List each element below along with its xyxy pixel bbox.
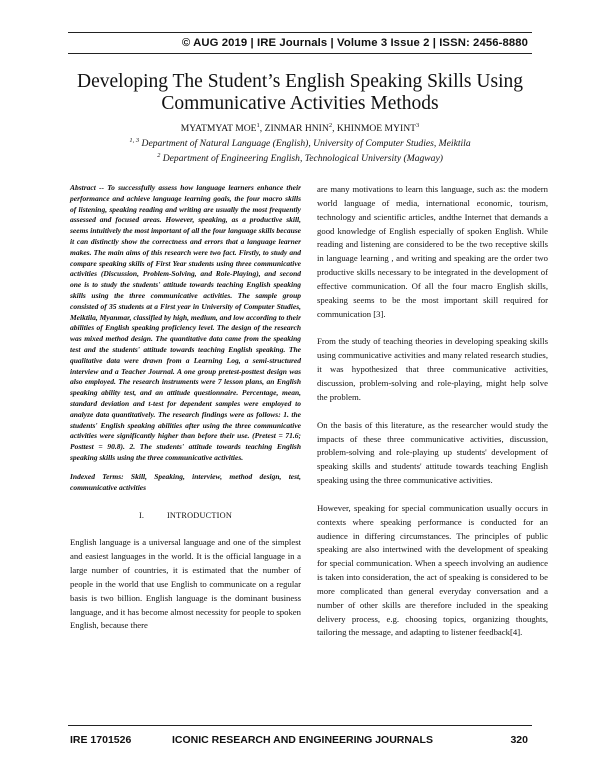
footer-rule <box>68 725 532 726</box>
right-column <box>317 183 548 654</box>
title-line-1: Developing The Student’s English Speaking Skills Using <box>77 71 523 92</box>
footer-journal-name: ICONIC RESEARCH AND ENGINEERING JOURNALS <box>172 734 433 746</box>
abstract-label: Abstract -- <box>70 183 105 192</box>
author-sup: 2 <box>328 121 333 129</box>
paragraph: However, speaking for special communication usually occurs in contexts where speaking performance is conducted for an audience in differing circumstances. The principles of public speaking are also intertwined with the development of speaking for special communication. When a speech involving an audience is taken into consideration, the act of speaking is considered to be more complicated than general everyday conversation and a number of other skills are therefore included in the speaking delivery process, e.g. choosing topics, organizing thoughts, tailoring the message, and adapting to listener feedback[4]. <box>317 502 548 638</box>
author-name: MYATMYAT MOE <box>180 123 257 134</box>
paragraph: On the basis of this literature, as the researcher would study the impacts of these three communicative activities, discussion, problem-solving and role-playing up students' development of speaking skills and students' attitude towards teaching English speaking using the three communicative activities. <box>317 419 548 486</box>
affiliation-sup: 2 <box>157 151 161 159</box>
author-name: ZINMAR HNIN <box>264 123 329 134</box>
abstract <box>70 183 301 464</box>
author-sup: 1 <box>256 121 260 129</box>
author-list <box>0 123 600 134</box>
affiliation-text: Department of Engineering English, Technological University (Magway) <box>162 153 443 164</box>
index-terms: Indexed Terms: Skill, Speaking, interview, method design, test, communicative activities <box>70 471 301 492</box>
footer-paper-id: IRE 1701526 <box>70 734 132 746</box>
footer-page-number: 320 <box>510 734 528 746</box>
paragraph: are many motivations to learn this language, such as: the modern world language of media, international economic, tourism, technology and scientific articles, andthe Internet that demands a good knowledge of English especially of spoken English. While reading and listening are considered to be the two receptive skills in language learning , and writing and speaking are the order two productive skills necessary to be integrated in the development of effective communication. Of all the four macro English skills, speaking seems to be the most important skill required for communication [3]. <box>317 184 548 319</box>
affiliation-2 <box>0 153 600 164</box>
author-name: KHINMOE MYINT <box>336 123 416 134</box>
section-heading-introduction: I. INTRODUCTION <box>138 511 233 521</box>
journal-header: © AUG 2019 | IRE Journals | Volume 3 Issue 2 | ISSN: 2456-8880 <box>181 37 528 49</box>
affiliation-sup: 1, 3 <box>129 136 140 144</box>
author-sup: 3 <box>416 121 420 129</box>
header-rule <box>68 32 532 33</box>
abstract-text: To successfully assess how language learners enhance their performance and achieve language learning goals, the four macro skills of listening, speaking reading and writing are usually the most frequently assessed and focused areas. However, speaking, as a productive skill, seems intuitively the most important of all the four language skills because it can distinctly show the correctness and errors that a language learner makes. The main aims of this research were two fact. Firstly, to study and compare speaking skills of First Year students using three communicative activities (Discussion, Problem-Solving, and Role-Playing), and second one is to study the students' attitude towards teaching English speaking skills using the three communicative activities. The sample group consisted of 35 students at a First year in University of Computer Studies, Meiktila, Myanmar, classified by high, medium, and low according to their abilities of English speaking proficiency level. The design of the research was mixed method design. The quantitative data came from the speaking test and the students' attitude towards teaching English speaking. The qualitative data were drawn from a Learning Log, a semi-structured interview and a Teacher Journal. A one group pretest-posttest design was also employed. The research instruments were 7 lesson plans, an English speaking ability test, and an attitude questionnaire. Percentage, mean, standard deviation and t-test for dependent samples were employed to analyze data quantitatively. The research findings were as follows: 1. the students' English speaking abilities after using the three communicative activities were significantly higher than before their use. (Pretest = 71.6; Posttest = 90.8). 2. The students' attitude towards teaching English speaking skills using the three communicative activities. <box>70 183 301 462</box>
paragraph: From the study of teaching theories in developing speaking skills using communicative activities and many related research studies, it was hypothesized that three communicative activities, discussion, problem-solving and role-playing, might help solve the problem. <box>317 336 548 402</box>
affiliation-text: Department of Natural Language (English), University of Computer Studies, Meiktila <box>141 138 471 149</box>
title-line-2: Communicative Activities Methods <box>161 93 439 114</box>
paragraph: English language is a universal language and one of the simplest and easiest languages in the world. It is the official language in a large number of countries, it is estimated that the number of people in the world that use English to communicate on a regular basis is two billion. English language is the dominant business language, and it has become almost necessity for people to spoken English, because there <box>70 537 301 631</box>
paper-title <box>0 71 600 115</box>
author-separator: , <box>332 123 337 134</box>
left-column <box>70 183 301 633</box>
header-rule-bottom <box>68 53 532 54</box>
author-separator: , <box>259 123 265 134</box>
affiliation-1 <box>0 138 600 149</box>
